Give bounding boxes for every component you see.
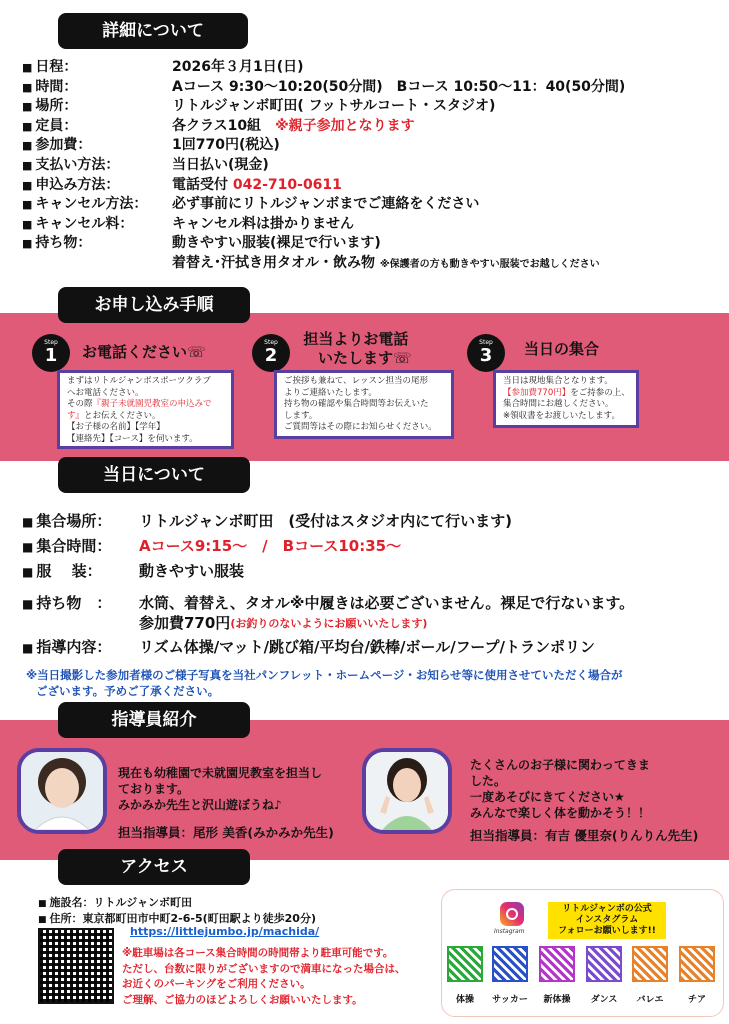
photo-usage-note: ※当日撮影した参加者様のご様子写真を当社パンフレット・ホームページ・お知らせ等に使用させていただく場合が ございます。予めご了承ください。 — [26, 668, 623, 698]
instructor-1-message: 現在も幼稚園で未就園児教室を担当し ております。 みかみか先生と沢山遊ぼうね♪ — [118, 766, 323, 812]
instagram-wordmark: Instagram — [494, 928, 525, 935]
instructor-1-photo — [17, 748, 107, 834]
detail-row-time: ■ 時間： Aコース 9:30〜10:20(50分間) Bコース 10:50〜11：40(50分間) — [22, 78, 722, 98]
instructor-2-message: たくさんのお子様に関わってきま した。 一度あそびにきてください★ みんなで楽しく体を動かそう！！ — [470, 758, 651, 820]
instructors-header: 指導員紹介 — [58, 702, 250, 738]
dayof-row-place: ■ 集合場所： リトルジャンボ町田 (受付はスタジオ内にて行います) — [22, 510, 512, 531]
step-1-badge: Step 1 — [32, 334, 70, 372]
instagram-qr-soccer[interactable] — [492, 946, 528, 982]
detail-row-capacity: ■ 定員： 各クラス10組 ※親子参加となります — [22, 117, 722, 137]
detail-row-date: ■ 日程： 2026年３月1日(日) — [22, 58, 722, 78]
step-3-box: 当日は現地集合となります。 【参加費770円】をご持参の上、 集合時間にお越しください。 ※領収書をお渡しいたします。 — [493, 370, 639, 428]
instagram-label-dance: ダンス — [590, 995, 618, 1005]
instagram-qr-cheer[interactable] — [679, 946, 715, 982]
instagram-label: リトルジャンボの公式 インスタグラム フォローお願いします!! — [548, 902, 666, 939]
details-header: 詳細について — [58, 13, 248, 49]
website-qr-code[interactable] — [38, 928, 114, 1004]
step-1-title: お電話ください☏ — [82, 343, 206, 361]
instagram-qr-dance[interactable] — [586, 946, 622, 982]
instagram-label-cheer: チア — [687, 995, 706, 1005]
instructor-2-name: 担当指導員：有吉 優里奈(りんりん先生) — [470, 828, 699, 843]
detail-row-payment: ■ 支払い方法： 当日払い(現金) — [22, 156, 722, 176]
instagram-label-rhythmic: 新体操 — [543, 995, 571, 1005]
step-3-title: 当日の集合 — [524, 340, 600, 358]
step-1-box: まずはリトルジャンボスポーツクラブ へお電話ください。 その際『親子未就園児教室の申込みで す』とお伝えください。 【お子様の名前】【学年】 【連絡先】【コース】を伺います。 — [57, 370, 234, 449]
apply-header: お申し込み手順 — [58, 287, 250, 323]
dayof-row-belongings: ■ 持ち物 ： 水筒、着替え、タオル※中履きは必要ございません。裸足で行ないます。 — [22, 592, 634, 613]
dayof-row-clothes: ■ 服 装： 動きやすい服装 — [22, 560, 244, 581]
detail-row-place: ■ 場所： リトルジャンボ町田( フットサルコート・スタジオ) — [22, 97, 722, 117]
dayof-row-content: ■ 指導内容： リズム体操/マット/跳び箱/平均台/鉄棒/ボール/フープ/トランポリン — [22, 636, 595, 657]
website-link[interactable]: https://littlejumbo.jp/machida/ — [130, 925, 320, 938]
instructor-2-photo — [362, 748, 452, 834]
instagram-label-gymnastics: 体操 — [455, 995, 474, 1005]
dayof-header: 当日について — [58, 457, 250, 493]
instagram-qr-gymnastics[interactable] — [447, 946, 483, 982]
detail-row-cancel-method: ■ キャンセル方法： 必ず事前にリトルジャンボまでご連絡をください — [22, 195, 722, 215]
detail-row-apply: ■ 申込み方法： 電話受付 042-710-0611 — [22, 176, 722, 196]
instagram-label-ballet: バレエ — [636, 995, 664, 1005]
facility-name: ■ 施設名：リトルジャンボ町田 — [38, 894, 192, 910]
step-2-badge: Step 2 — [252, 334, 290, 372]
detail-row-belongings: ■ 持ち物： 動きやすい服装(裸足で行います) — [22, 234, 722, 254]
dayof-row-fee: 参加費770円 (お釣りのないようにお願いいたします) — [139, 614, 428, 632]
detail-row-belongings-2: 着替え･汗拭き用タオル・飲み物 ※保護者の方も動きやすい服装でお越しください — [172, 254, 600, 271]
access-header: アクセス — [58, 849, 250, 885]
step-3-badge: Step 3 — [467, 334, 505, 372]
instagram-qr-ballet[interactable] — [632, 946, 668, 982]
facility-address: ■ 住所：東京都町田市中町2-6-5(町田駅より徒歩20分) — [38, 910, 316, 926]
step-2-box: ご挨拶も兼ねて、レッスン担当の尾形 よりご連絡いたします。 持ち物の確認や集合時間等お伝えいた します。 ご質問等はその際にお知らせください。 — [274, 370, 454, 439]
instagram-icon — [500, 902, 524, 926]
parking-note: ※駐車場は各コース集合時間の時間帯より駐車可能です。 ただし、台数に限りがございますので満車になった場合は、 お近くのパーキングをご利用ください。 ご理解、ご協力のほどよろしくお願いいたします。 — [122, 947, 406, 1006]
step-2-title: 担当よりお電話 いたします☏ — [303, 330, 412, 367]
detail-row-fee: ■ 参加費： 1回770円(税込) — [22, 136, 722, 156]
instructor-1-name: 担当指導員：尾形 美香(みかみか先生) — [118, 825, 334, 840]
details-list — [22, 58, 722, 274]
detail-row-cancel-fee: ■ キャンセル料： キャンセル料は掛かりません — [22, 215, 722, 235]
instagram-label-soccer: サッカー — [492, 995, 528, 1005]
instagram-qr-rhythmic[interactable] — [539, 946, 575, 982]
phone-number[interactable]: 042-710-0611 — [232, 176, 342, 193]
dayof-row-time: ■ 集合時間： Aコース9:15〜 / Bコース10:35〜 — [22, 535, 401, 556]
